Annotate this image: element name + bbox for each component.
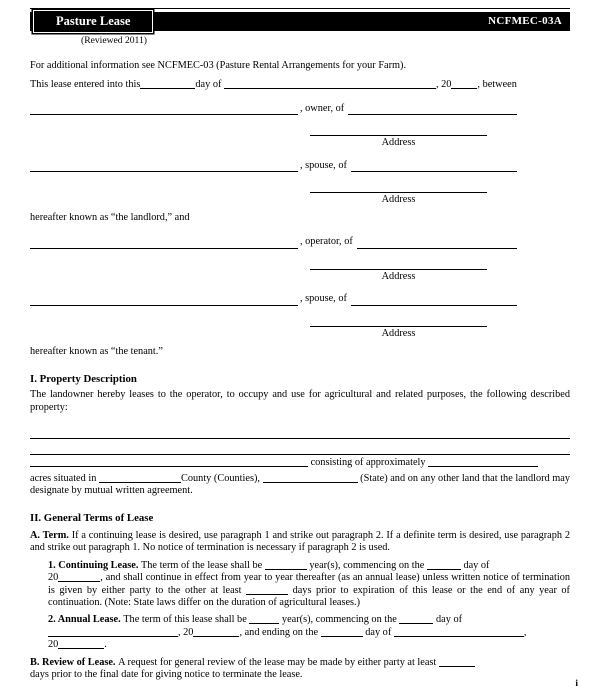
text-segment: County (Counties), — [181, 472, 263, 484]
text-segment: day of — [195, 78, 224, 90]
term-paragraph — [30, 530, 570, 555]
text-segment: day of — [460, 559, 490, 571]
blank-fill-in-field — [427, 560, 461, 570]
landlord-spouse-address-line2-blank — [310, 180, 487, 193]
text-segment: 20 — [48, 639, 59, 651]
blank-fill-in-field — [439, 657, 475, 667]
text-segment: The term of this lease shall be — [123, 614, 250, 626]
operator-label: , operator, of — [300, 236, 353, 248]
text-segment: , and ending on the — [239, 626, 321, 638]
blank-fill-in-field — [48, 627, 178, 637]
annual-lease-paragraph — [48, 614, 570, 651]
address-label: Address — [381, 137, 416, 149]
text-segment: , between — [477, 78, 517, 90]
landlord-spouse-address-blank — [351, 158, 517, 172]
text-segment: , — [523, 626, 527, 638]
blank-fill-in-field — [193, 627, 239, 637]
blank-fill-in-field — [394, 627, 524, 637]
form-title: Pasture Lease — [56, 14, 131, 29]
tenant-spouse-name-blank — [30, 292, 298, 306]
bold-text-segment: 2. Annual Lease. — [48, 614, 124, 626]
text-segment: If a continuing lease is desired, use paragraph 1 and strike out paragraph 2. If a definite term is desired, use paragraph 2 and strike out paragraph 1. No notice of termination is necessary if paragraph 2 is used. — [30, 529, 570, 554]
blank-fill-in-field — [30, 457, 308, 467]
continuing-lease-paragraph — [48, 560, 570, 610]
tenant-spouse-label: , spouse, of — [300, 293, 347, 305]
address-label: Address — [381, 194, 416, 206]
tenant-spouse-address-column — [310, 314, 487, 339]
bold-text-segment: B. Review of Lease. — [30, 656, 119, 668]
form-number: NCFMEC-03A — [488, 15, 562, 27]
blank-fill-in-field — [428, 457, 538, 467]
property-description-heading: I. Property Description — [30, 373, 137, 386]
reviewed-date: (Reviewed 2011) — [81, 35, 147, 46]
tenant-spouse-address-blank — [351, 292, 517, 306]
consisting-line — [30, 457, 570, 469]
landlord-spouse-name-blank — [30, 158, 298, 172]
info-line: For additional information see NCFMEC-03 (Pasture Rental Arrangements for your Farm). — [30, 60, 407, 72]
operator-name-blank — [30, 235, 298, 249]
landlord-spouse-label: , spouse, of — [300, 159, 347, 171]
owner-label: , owner, of — [300, 102, 345, 114]
owner-address-blank — [348, 101, 517, 115]
owner-row — [30, 101, 517, 115]
blank-fill-in-field — [58, 572, 100, 582]
blank-fill-in-field — [249, 614, 279, 624]
form-title-box — [33, 10, 153, 33]
blank-fill-in-field — [265, 560, 307, 570]
text-segment: days prior to expiration of this lease or the end of any year of continuation. (Note: State laws differ on the duration of agricultural leases.) — [48, 584, 570, 608]
property-blank-line-1 — [30, 425, 570, 439]
landlord-spouse-row — [30, 158, 517, 172]
owner-address-line2-blank — [310, 123, 487, 136]
blank-fill-in-field — [451, 79, 477, 89]
property-description-body: The landowner hereby leases to the operator, to occupy and use for agricultural and related purposes, the following described property: — [30, 389, 570, 413]
text-segment: acres situated in — [30, 472, 99, 484]
bold-text-segment: 1. Continuing Lease. — [48, 559, 141, 571]
operator-row — [30, 235, 517, 249]
text-segment: day of — [362, 626, 394, 638]
text-segment: A request for general review of the lease may be made by either party at least — [118, 656, 439, 668]
property-blank-line-2 — [30, 439, 570, 455]
text-segment: , and shall continue in effect from year to year thereafter (as an annual lease) unless written notice of termination is given by either party to the other at least — [48, 572, 570, 596]
lease-intro-line — [30, 79, 570, 91]
blank-fill-in-field — [99, 473, 181, 483]
text-segment: , 20 — [435, 78, 452, 90]
text-segment: (State) and on any other land that the landlord may designate by mutual written agreement. — [30, 472, 571, 497]
bold-text-segment: A. Term. — [30, 529, 72, 541]
blank-fill-in-field — [321, 627, 363, 637]
acres-line — [30, 473, 570, 498]
blank-fill-in-field — [263, 473, 358, 483]
text-segment: 20 — [48, 572, 59, 584]
blank-fill-in-field — [399, 614, 433, 624]
tenant-spouse-row — [30, 292, 517, 306]
tenant-spouse-address-line2-blank — [310, 314, 487, 327]
text-segment: days prior to the final date for giving notice to terminate the lease. — [30, 668, 303, 680]
header-bar — [30, 12, 570, 31]
text-segment: year(s), commencing on the — [279, 614, 400, 626]
blank-fill-in-field — [224, 79, 436, 89]
page-number: i — [575, 678, 578, 689]
text-segment: . — [104, 639, 107, 651]
blank-fill-in-field — [58, 639, 104, 649]
text-segment: , 20 — [178, 626, 194, 638]
operator-address-blank — [357, 235, 517, 249]
review-of-lease-paragraph — [30, 657, 570, 682]
text-segment: This lease entered into this — [30, 78, 141, 90]
operator-address-line2-blank — [310, 257, 487, 270]
text-segment: year(s), commencing on the — [306, 559, 427, 571]
hereafter-tenant-line: hereafter known as “the tenant.” — [30, 345, 163, 357]
text-segment: The term of the lease shall be — [140, 559, 265, 571]
address-label: Address — [381, 270, 416, 282]
text-segment: consisting of approximately — [308, 457, 429, 469]
hereafter-landlord-line: hereafter known as “the landlord,” and — [30, 212, 190, 224]
owner-address-column — [310, 123, 487, 148]
landlord-spouse-address-column — [310, 180, 487, 205]
owner-name-blank — [30, 101, 298, 115]
operator-address-column — [310, 257, 487, 282]
blank-fill-in-field — [246, 585, 288, 595]
address-label: Address — [381, 327, 416, 339]
text-segment: day of — [433, 614, 463, 626]
top-rule — [30, 8, 570, 9]
general-terms-heading: II. General Terms of Lease — [30, 512, 154, 525]
blank-fill-in-field — [140, 79, 195, 89]
